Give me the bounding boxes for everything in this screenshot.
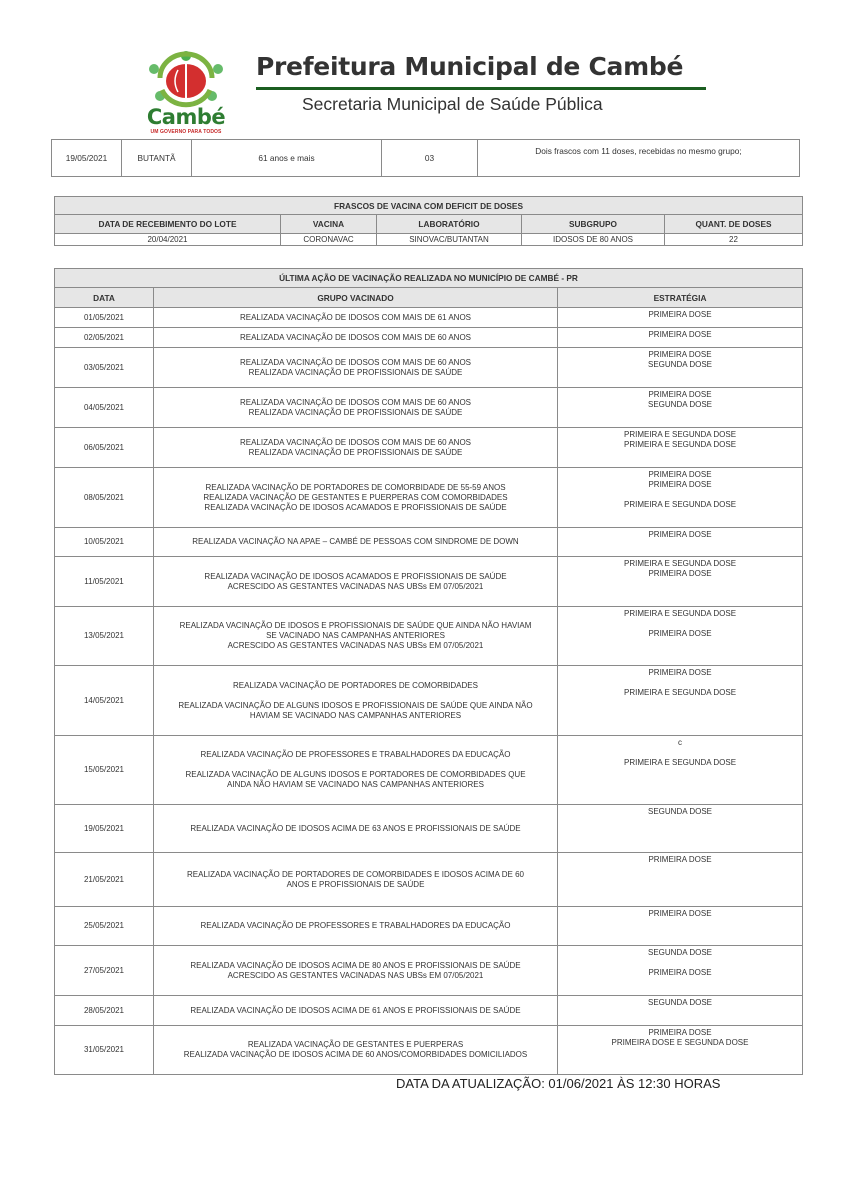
deficit-cell: SINOVAC/BUTANTAN [377, 234, 522, 246]
table-row [55, 907, 803, 946]
strategy-cell: c PRIMEIRA E SEGUNDA DOSE [558, 736, 803, 805]
date-cell: 19/05/2021 [55, 805, 154, 853]
group-cell: REALIZADA VACINAÇÃO DE IDOSOS COM MAIS DE 60 ANOS REALIZADA VACINAÇÃO DE PROFISSIONAIS DE SAÚDE [154, 388, 558, 428]
table-row [55, 348, 803, 388]
action-header-cell: GRUPO VACINADO [154, 288, 558, 308]
deficit-cell: CORONAVAC [281, 234, 377, 246]
deficit-header-cell: SUBGRUPO [522, 215, 665, 234]
date-cell: 13/05/2021 [55, 607, 154, 666]
date-cell: 21/05/2021 [55, 853, 154, 907]
strategy-cell: PRIMEIRA DOSE [558, 528, 803, 557]
group-cell: REALIZADA VACINAÇÃO DE IDOSOS COM MAIS DE 60 ANOS [154, 328, 558, 348]
deficit-cell: 20/04/2021 [55, 234, 281, 246]
group-cell: REALIZADA VACINAÇÃO DE IDOSOS ACAMADOS E PROFISSIONAIS DE SAÚDE ACRESCIDO AS GESTANTES VACINADAS NAS UBSs EM 07/05/2021 [154, 557, 558, 607]
date-cell: 08/05/2021 [55, 468, 154, 528]
group-cell: REALIZADA VACINAÇÃO DE PORTADORES DE COMORBIDADES E IDOSOS ACIMA DE 60 ANOS E PROFISSIONAIS DE SAÚDE [154, 853, 558, 907]
deficit-cell: IDOSOS DE 80 ANOS [522, 234, 665, 246]
table-row [55, 468, 803, 528]
logo-emblem-icon [138, 48, 234, 108]
deficit-table-header [55, 215, 803, 234]
group-cell: REALIZADA VACINAÇÃO DE IDOSOS ACIMA DE 61 ANOS E PROFISSIONAIS DE SAÚDE [154, 996, 558, 1026]
action-table-header [55, 288, 803, 308]
strategy-cell: SEGUNDA DOSE [558, 996, 803, 1026]
table-row [55, 1026, 803, 1075]
strategy-cell: PRIMEIRA DOSE PRIMEIRA DOSE PRIMEIRA E SEGUNDA DOSE [558, 468, 803, 528]
logo-text: Cambé [146, 105, 226, 129]
cambe-logo [138, 48, 234, 140]
strategy-cell: PRIMEIRA E SEGUNDA DOSE PRIMEIRA E SEGUNDA DOSE [558, 428, 803, 468]
table-row [55, 996, 803, 1026]
date-cell: 14/05/2021 [55, 666, 154, 736]
group-cell: REALIZADA VACINAÇÃO DE PROFESSORES E TRABALHADORES DA EDUCAÇÃO [154, 907, 558, 946]
strategy-cell: PRIMEIRA DOSE [558, 308, 803, 328]
top-row-note: Dois frascos com 11 doses, recebidas no mesmo grupo; [478, 140, 800, 177]
group-cell: REALIZADA VACINAÇÃO DE IDOSOS ACIMA DE 63 ANOS E PROFISSIONAIS DE SAÚDE [154, 805, 558, 853]
strategy-cell: PRIMEIRA DOSE PRIMEIRA E SEGUNDA DOSE [558, 666, 803, 736]
deficit-header-cell: VACINA [281, 215, 377, 234]
table-row [55, 666, 803, 736]
deficit-header-cell: DATA DE RECEBIMENTO DO LOTE [55, 215, 281, 234]
date-cell: 25/05/2021 [55, 907, 154, 946]
top-row-group: 61 anos e mais [192, 140, 382, 177]
date-cell: 11/05/2021 [55, 557, 154, 607]
action-header-cell: DATA [55, 288, 154, 308]
strategy-cell: PRIMEIRA E SEGUNDA DOSE PRIMEIRA DOSE [558, 557, 803, 607]
group-cell: REALIZADA VACINAÇÃO NA APAE – CAMBÉ DE PESSOAS COM SINDROME DE DOWN [154, 528, 558, 557]
page-subtitle: Secretaria Municipal de Saúde Pública [302, 94, 603, 114]
title-divider [256, 87, 706, 90]
deficit-header-cell: LABORATÓRIO [377, 215, 522, 234]
strategy-cell: SEGUNDA DOSE [558, 805, 803, 853]
page-title: Prefeitura Municipal de Cambé [256, 52, 684, 81]
action-table-caption: ÚLTIMA AÇÃO DE VACINAÇÃO REALIZADA NO MUNICÍPIO DE CAMBÉ - PR [55, 269, 803, 288]
top-row-quantity: 03 [382, 140, 478, 177]
date-cell: 10/05/2021 [55, 528, 154, 557]
date-cell: 02/05/2021 [55, 328, 154, 348]
table-row [55, 528, 803, 557]
date-cell: 15/05/2021 [55, 736, 154, 805]
table-row [55, 388, 803, 428]
date-cell: 04/05/2021 [55, 388, 154, 428]
vaccination-action-table [54, 268, 803, 1075]
group-cell: REALIZADA VACINAÇÃO DE GESTANTES E PUERPERAS REALIZADA VACINAÇÃO DE IDOSOS ACIMA DE 60 ANOS/COMORBIDADES DOMICILIADOS [154, 1026, 558, 1075]
table-row [55, 234, 803, 246]
table-row [55, 428, 803, 468]
last-updated: DATA DA ATUALIZAÇÃO: 01/06/2021 ÀS 12:30 HORAS [396, 1076, 721, 1091]
strategy-cell: PRIMEIRA DOSE [558, 853, 803, 907]
action-header-cell: ESTRATÉGIA [558, 288, 803, 308]
group-cell: REALIZADA VACINAÇÃO DE IDOSOS COM MAIS DE 60 ANOS REALIZADA VACINAÇÃO DE PROFISSIONAIS DE SAÚDE [154, 428, 558, 468]
table-row [55, 853, 803, 907]
strategy-cell: PRIMEIRA DOSE [558, 907, 803, 946]
deficit-table [54, 196, 803, 246]
deficit-cell: 22 [665, 234, 803, 246]
group-cell: REALIZADA VACINAÇÃO DE IDOSOS COM MAIS DE 61 ANOS [154, 308, 558, 328]
date-cell: 31/05/2021 [55, 1026, 154, 1075]
strategy-cell: PRIMEIRA DOSE SEGUNDA DOSE [558, 388, 803, 428]
deficit-header-cell: QUANT. DE DOSES [665, 215, 803, 234]
top-row-lab: BUTANTÃ [122, 140, 192, 177]
date-cell: 28/05/2021 [55, 996, 154, 1026]
group-cell: REALIZADA VACINAÇÃO DE IDOSOS ACIMA DE 80 ANOS E PROFISSIONAIS DE SAÚDE ACRESCIDO AS GESTANTES VACINADAS NAS UBSs EM 07/05/2021 [154, 946, 558, 996]
group-cell: REALIZADA VACINAÇÃO DE IDOSOS E PROFISSIONAIS DE SAÚDE QUE AINDA NÃO HAVIAM SE VACINADO NAS CAMPANHAS ANTERIORES ACRESCIDO AS GESTANTES VACINADAS NAS UBSs EM 07/05/2021 [154, 607, 558, 666]
table-row [55, 736, 803, 805]
date-cell: 03/05/2021 [55, 348, 154, 388]
logo-slogan: UM GOVERNO PARA TODOS [150, 129, 222, 135]
date-cell: 27/05/2021 [55, 946, 154, 996]
table-row [55, 607, 803, 666]
group-cell: REALIZADA VACINAÇÃO DE PORTADORES DE COMORBIDADES REALIZADA VACINAÇÃO DE ALGUNS IDOSOS E PROFISSIONAIS DE SAÚDE QUE AINDA NÃO HAVIAM SE VACINADO NAS CAMPANHAS ANTERIORES [154, 666, 558, 736]
strategy-cell: SEGUNDA DOSE PRIMEIRA DOSE [558, 946, 803, 996]
date-cell: 01/05/2021 [55, 308, 154, 328]
strategy-cell: PRIMEIRA DOSE PRIMEIRA DOSE E SEGUNDA DOSE [558, 1026, 803, 1075]
table-row [55, 328, 803, 348]
table-row [55, 308, 803, 328]
strategy-cell: PRIMEIRA E SEGUNDA DOSE PRIMEIRA DOSE [558, 607, 803, 666]
group-cell: REALIZADA VACINAÇÃO DE PORTADORES DE COMORBIDADE DE 55-59 ANOS REALIZADA VACINAÇÃO DE GESTANTES E PUERPERAS COM COMORBIDADES REALIZADA VACINAÇÃO DE IDOSOS ACAMADOS E PROFISSIONAIS DE SAÚDE [154, 468, 558, 528]
strategy-cell: PRIMEIRA DOSE SEGUNDA DOSE [558, 348, 803, 388]
group-cell: REALIZADA VACINAÇÃO DE IDOSOS COM MAIS DE 60 ANOS REALIZADA VACINAÇÃO DE PROFISSIONAIS DE SAÚDE [154, 348, 558, 388]
table-row [52, 140, 800, 177]
strategy-cell: PRIMEIRA DOSE [558, 328, 803, 348]
date-cell: 06/05/2021 [55, 428, 154, 468]
table-row [55, 557, 803, 607]
table-row [55, 946, 803, 996]
deficit-table-caption: FRASCOS DE VACINA COM DEFICIT DE DOSES [55, 197, 803, 215]
top-row-date: 19/05/2021 [52, 140, 122, 177]
group-cell: REALIZADA VACINAÇÃO DE PROFESSORES E TRABALHADORES DA EDUCAÇÃO REALIZADA VACINAÇÃO DE ALGUNS IDOSOS E PORTADORES DE COMORBIDADES QUE AINDA NÃO HAVIAM SE VACINADO NAS CAMPANHAS ANTERIORES [154, 736, 558, 805]
table-row [55, 805, 803, 853]
top-lot-row-table [51, 139, 800, 177]
